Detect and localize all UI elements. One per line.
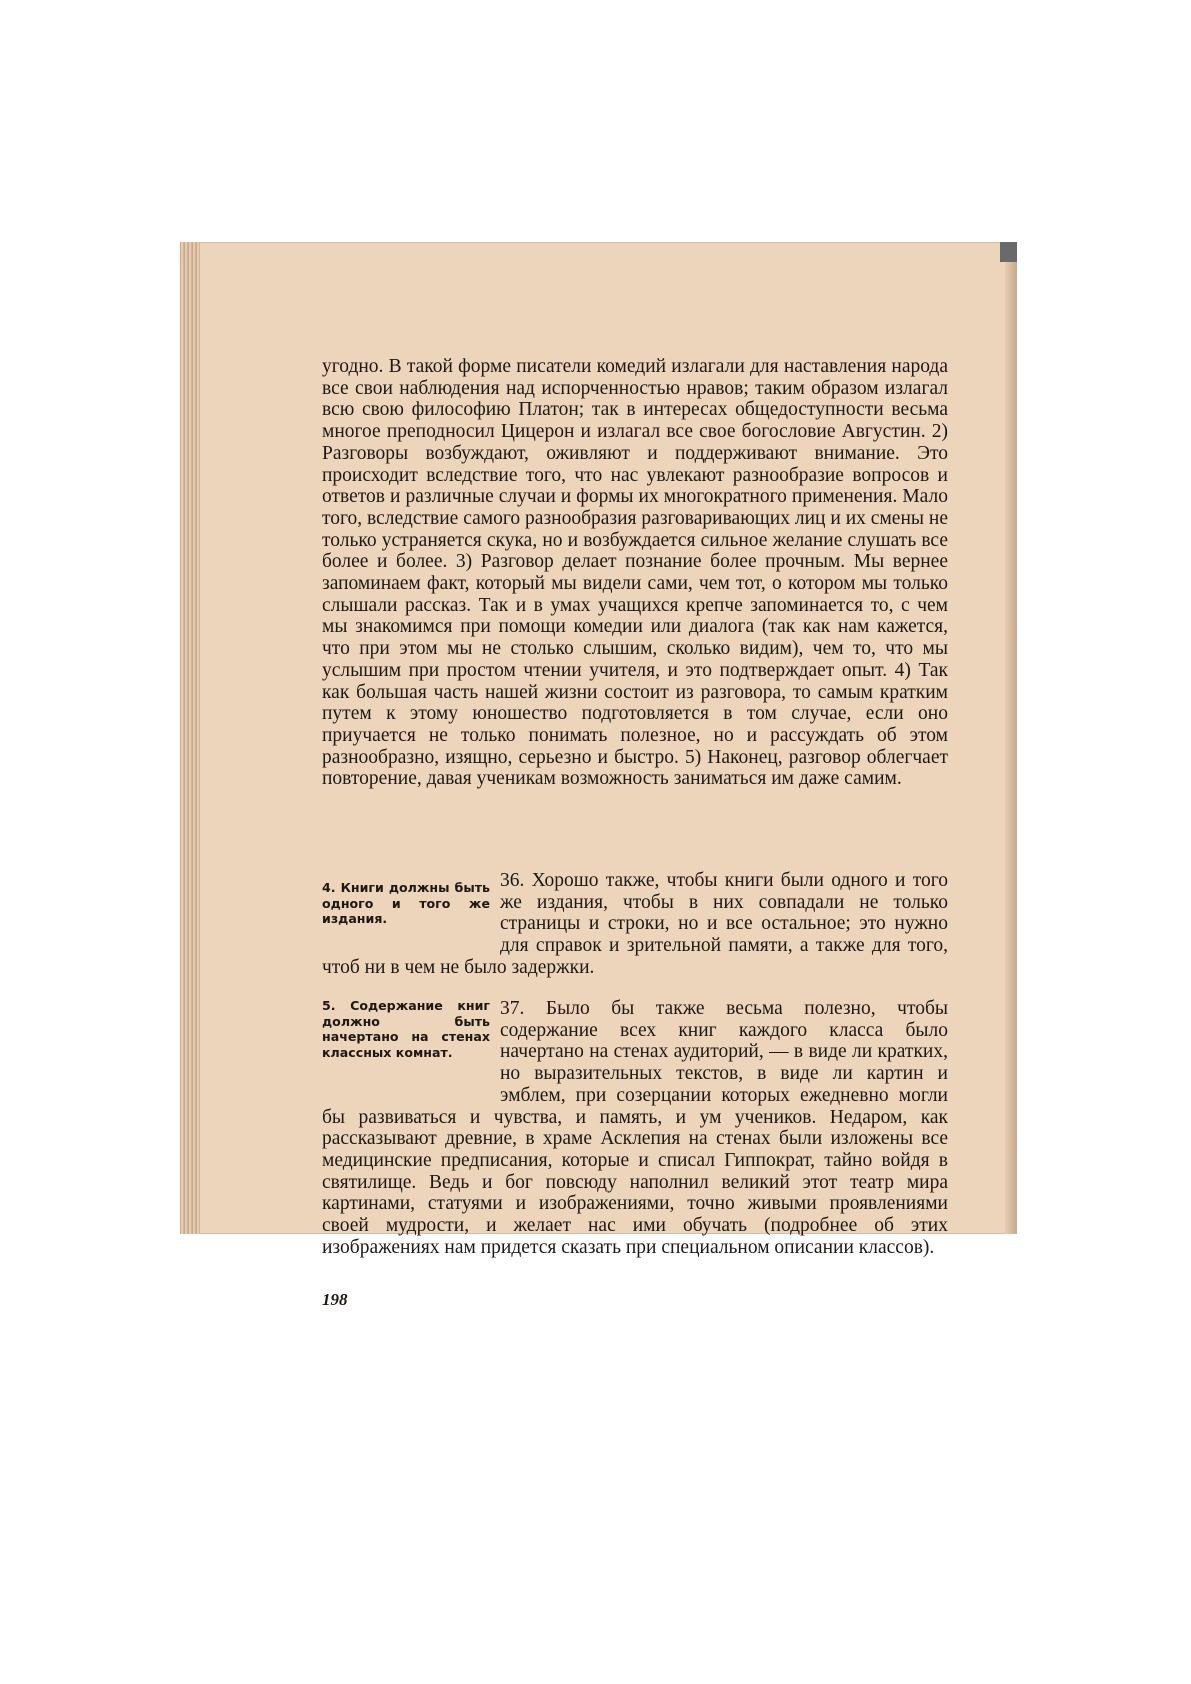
section-36-text-float-spacer xyxy=(322,870,500,956)
margin-note-5: 5. Содержание книг должно быть начертано на стенах классных комнат. xyxy=(322,998,490,1060)
page-right-edge xyxy=(1005,242,1017,1234)
section-37-text-float-spacer xyxy=(322,998,500,1106)
section-35-text: угодно. В такой форме писатели комедий излагали для наставления народа все свои наблюдения над испорченностью нравов; таким образом излагал всю свою философию Платон; так в интересах общедоступности весьма многое преподносил Цицерон и излагал все свое богословие Августин. 2) Разговоры возбуждают, оживляют и поддерживают внимание. Это происходит вследствие того, что нас увлекают разнообразие вопросов и ответов и различные случаи и формы их многократного применения. Мало того, вследствие самого разнообразия разговаривающих лиц и их смены не только устраняется скука, но и возбуждается сильное желание слушать все более и более. 3) Разговор делает познание более прочным. Мы вернее запоминаем факт, который мы видели сами, чем тот, о котором мы только слышали рассказ. Так и в умах учащихся крепче запоминается то, с чем мы знакомимся при помощи комедии или диалога (так как нам кажется, что при этом мы не столько слышим, сколько видим), чем то, что мы услышим при простом чтении учителя, и это подтверждает опыт. 4) Так как большая часть нашей жизни состоит из разговора, то самым кратким путем к этому юношество подготовляется в том случае, если оно приучается не только понимать полезное, но и рассуждать об этом разнообразно, изящно, серьезно и быстро. 5) Наконец, разговор облегчает повторение, давая ученикам возможность заниматься им даже самим. xyxy=(322,356,948,790)
scan-corner-shadow xyxy=(1000,242,1017,262)
section-36-text: 36. Хорошо также, чтобы книги были одного и того же издания, чтобы в них совпадали не только страницы и строки, но и все остальное; это нужно для справок и зрительной памяти, а также для того, чтоб ни в чем не было задержки. xyxy=(322,870,948,978)
page-stack-edge xyxy=(180,242,200,1234)
section-37-text: 37. Было бы также весьма полезно, чтобы содержание всех книг каждого класса было начертано на стенах аудиторий, — в виде ли кратких, но выразительных текстов, в виде ли картин и эмблем, при созерцании которых ежедневно могли бы развиваться и чувства, и память, и ум учеников. Недаром, как рассказывают древние, в храме Асклепия на стенах были изложены все медицинские предписания, которые и списал Гиппократ, тайно войдя в святилище. Ведь и бог повсюду наполнил великий этот театр мира картинами, статуями и изображениями, точно живыми проявлениями своей мудрости, и желает нас ими обучать (подробнее об этих изображениях нам придется сказать при специальном описании классов). xyxy=(322,998,948,1258)
margin-note-4: 4. Книги должны быть одного и того же издания. xyxy=(322,880,490,926)
page-number: 198 xyxy=(322,1290,348,1309)
